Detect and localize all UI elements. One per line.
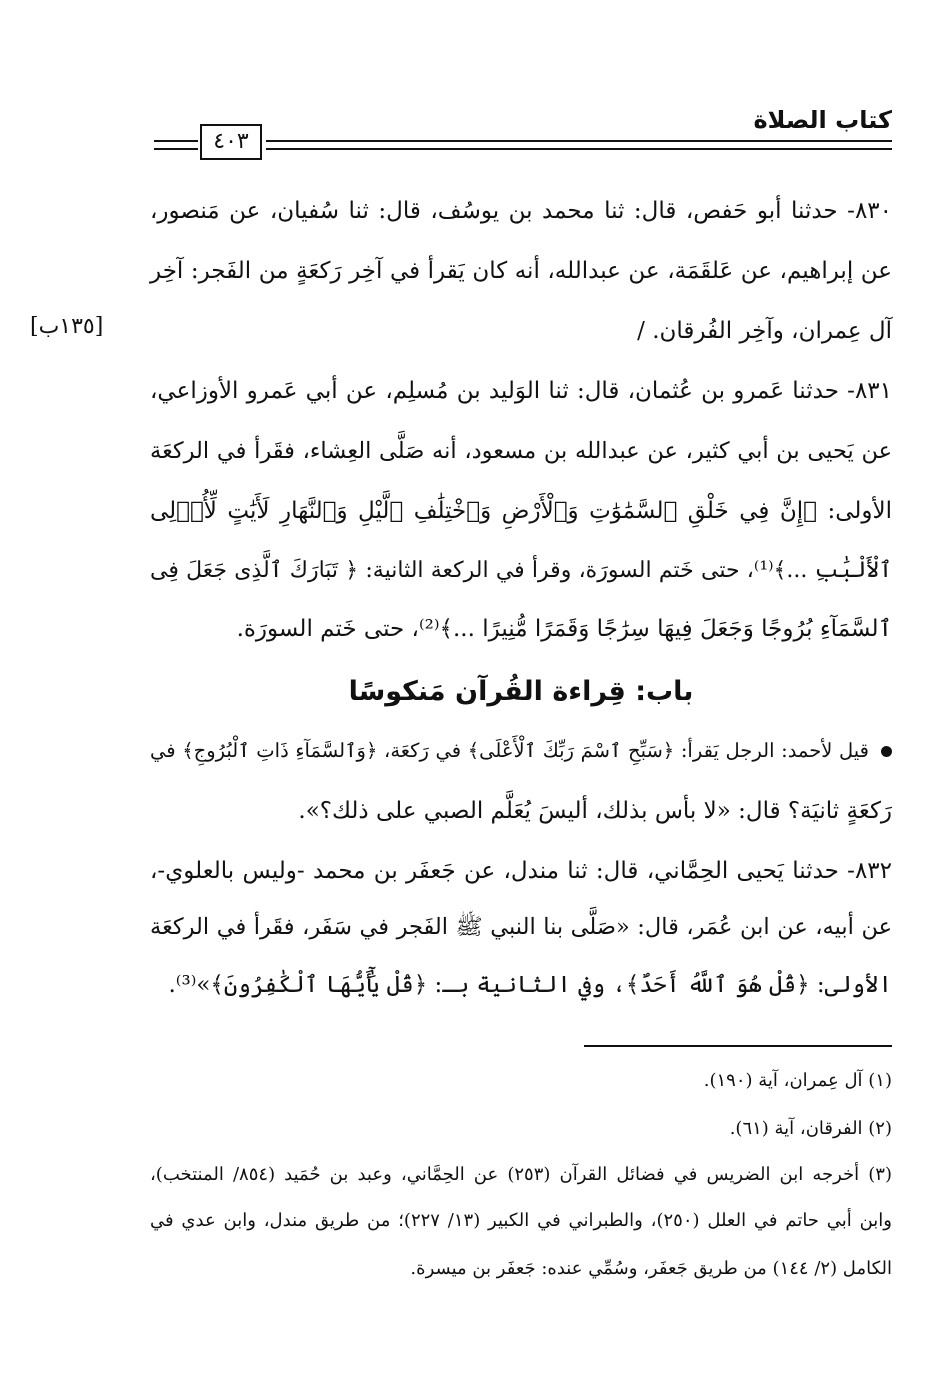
footnote: (٢) الفرقان، آية (٦١). [729,1118,892,1139]
footnote: (١) آل عِمران، آية (١٩٠). [703,1070,892,1091]
footnote-continuation: الكامل (٢/ ١٤٤) من طريق جَعفَر، وسُمِّي عنده: جَعفَر بن ميسرة. [410,1258,892,1279]
text-line: ٱلْأَلْبَٰبِ ...﴾⁽¹⁾، حتى خَتم السورَة، وقرأ في الركعة الثانية: ﴿ تَبَارَكَ ٱلَّذِى جَعَلَ فِى [150,558,892,583]
text-line: رَكعَةٍ ثانيَة؟ قال: «لا بأس بذلك، أليسَ يُعَلَّم الصبي على ذلك؟». [298,798,892,824]
text-line: ٨٣٢- حدثنا يَحيى الحِمَّاني، قال: ثنا مندل، عن جَعفَر بن محمد -وليس بالعلوي-، [150,858,892,884]
text-line: ٨٣١- حدثنا عَمرو بن عُثمان، قال: ثنا الوَليد بن مُسلِم، عن أبي عَمرو الأوزاعي، [150,378,892,404]
text-line: ٨٣٠- حدثنا أبو حَفص، قال: ثنا محمد بن يوسُف، قال: ثنا سُفيان، عن مَنصور، [150,198,892,224]
header-short-rule [154,140,198,150]
running-header-title: كتاب الصلاة [753,106,892,134]
text-line: آل عِمران، وآخِر الفُرقان. / [637,318,892,344]
text-line: الأولى: ﴿قُلْ هُوَ ٱللَّهُ أَحَدٌ﴾، وفي الثانية بـ: ﴿قُلْ يَٰٓأَيُّهَا ٱلْكَٰفِرُونَ﴾»⁽³⁾. [168,972,892,998]
footnote: (٣) أخرجه ابن الضريس في فضائل القرآن (٢٥٣) عن الحِمَّاني، وعبد بن حُمَيد (٨٥٤/ المنتخب)، [150,1164,892,1185]
text-line: عن إبراهيم، عن عَلقَمَة، عن عبدالله، أنه كان يَقرأ في آخِر رَكعَةٍ من الفَجر: آخِر [150,258,892,284]
text-line: عن أبيه، عن ابن عُمَر، قال: «صَلَّى بنا النبي ﷺ الفَجر في سَفَر، فقَرأ في الركعَة [150,914,892,940]
text-line [150,736,892,766]
text-line-content: قيل لأحمد: الرجل يَقرأ: ﴿سَبِّحِ ٱسْمَ رَبِّكَ ٱلْأَعْلَى﴾ في رَكعَة، ﴿وَٱلسَّمَآءِ ذَاتِ ٱلْبُرُوجِ﴾ في [150,739,869,762]
bullet-icon [881,746,892,757]
text-line: عن يَحيى بن أبي كثير، عن عبدالله بن مسعود، أنه صَلَّى العِشاء، فقَرأ في الركعَة [150,438,892,464]
footnote-continuation: وابن أبي حاتم في العلل (٢٥٠)، والطبراني في الكبير (١٣/ ٢٢٧)؛ من طريق مندل، وابن عدي في [150,1210,892,1231]
footnote-separator [584,1045,892,1047]
page-number: ٤٠٣ [200,124,262,160]
header-double-rule [266,140,892,150]
text-line: ٱلسَّمَآءِ بُرُوجًا وَجَعَلَ فِيهَا سِرَٰجًا وَقَمَرًا مُّنِيرًا ...﴾⁽²⁾، حتى خَتم السورَة. [236,616,892,642]
manuscript-folio-note: [١٣٥ب] [30,314,104,339]
text-line: الأولى: ﴿إِنَّ فِي خَلْقِ ٱلسَّمَٰوَٰتِ وَٱلْأَرْضِ وَٱخْتِلَٰفِ ٱلَّيْلِ وَٱلنَّهَارِ لَأَيَٰتٍ لِّأُو۟لِى [150,498,892,524]
chapter-title: باب: قِراءة القُرآن مَنكوسًا [348,676,694,707]
